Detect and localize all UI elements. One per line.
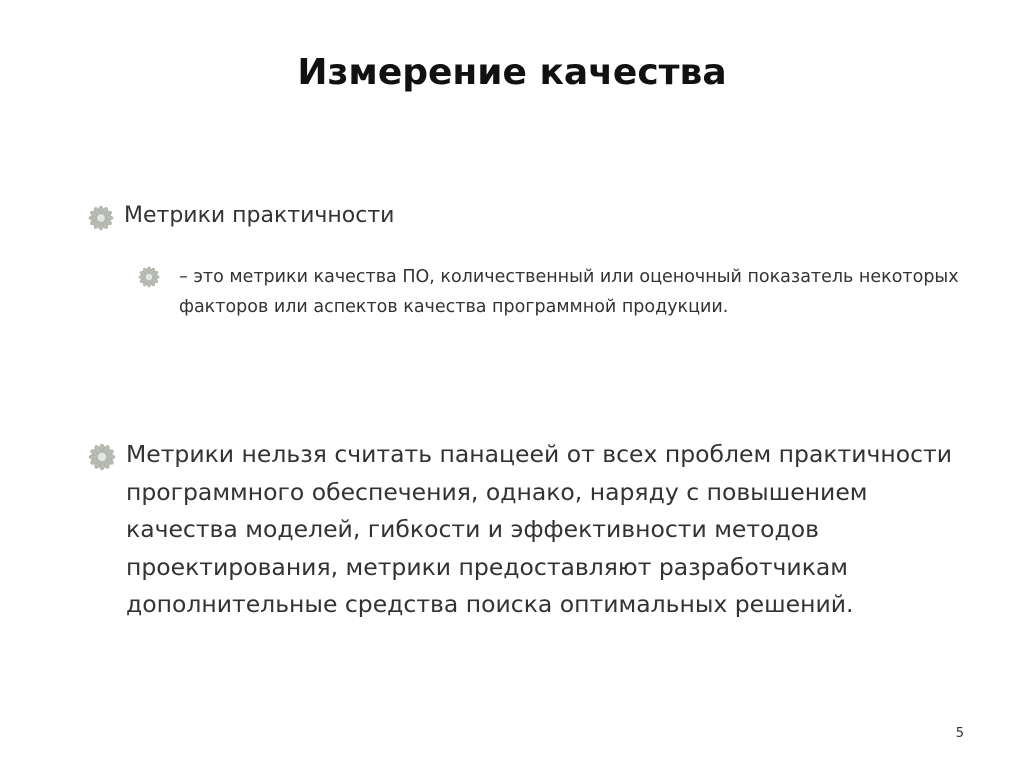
bullet-text: Метрики нельзя считать панацеей от всех проблем практичности программного обеспечения, однако, наряду с повышением качества моделей, гибкости и эффективности методов проектирования, метрики предоставляют разработчикам дополнительные средства поиска оптимальных решений. [126,440,953,618]
bullet-item-usability-metrics [88,200,968,232]
flower-bullet-icon [88,205,114,231]
sub-bullet-text: – это метрики качества ПО, количественный или оценочный показатель некоторых факторов или аспектов качества программной продукции. [179,267,959,317]
bullet-item-metrics-not-panacea [88,436,968,624]
flower-bullet-icon [88,443,116,471]
sub-bullet-item-definition [138,262,968,322]
bullet-text: Метрики практичности [124,203,395,228]
slide-title: Измерение качества [297,52,727,93]
flower-bullet-icon [138,266,160,288]
page-number: 5 [955,726,964,741]
